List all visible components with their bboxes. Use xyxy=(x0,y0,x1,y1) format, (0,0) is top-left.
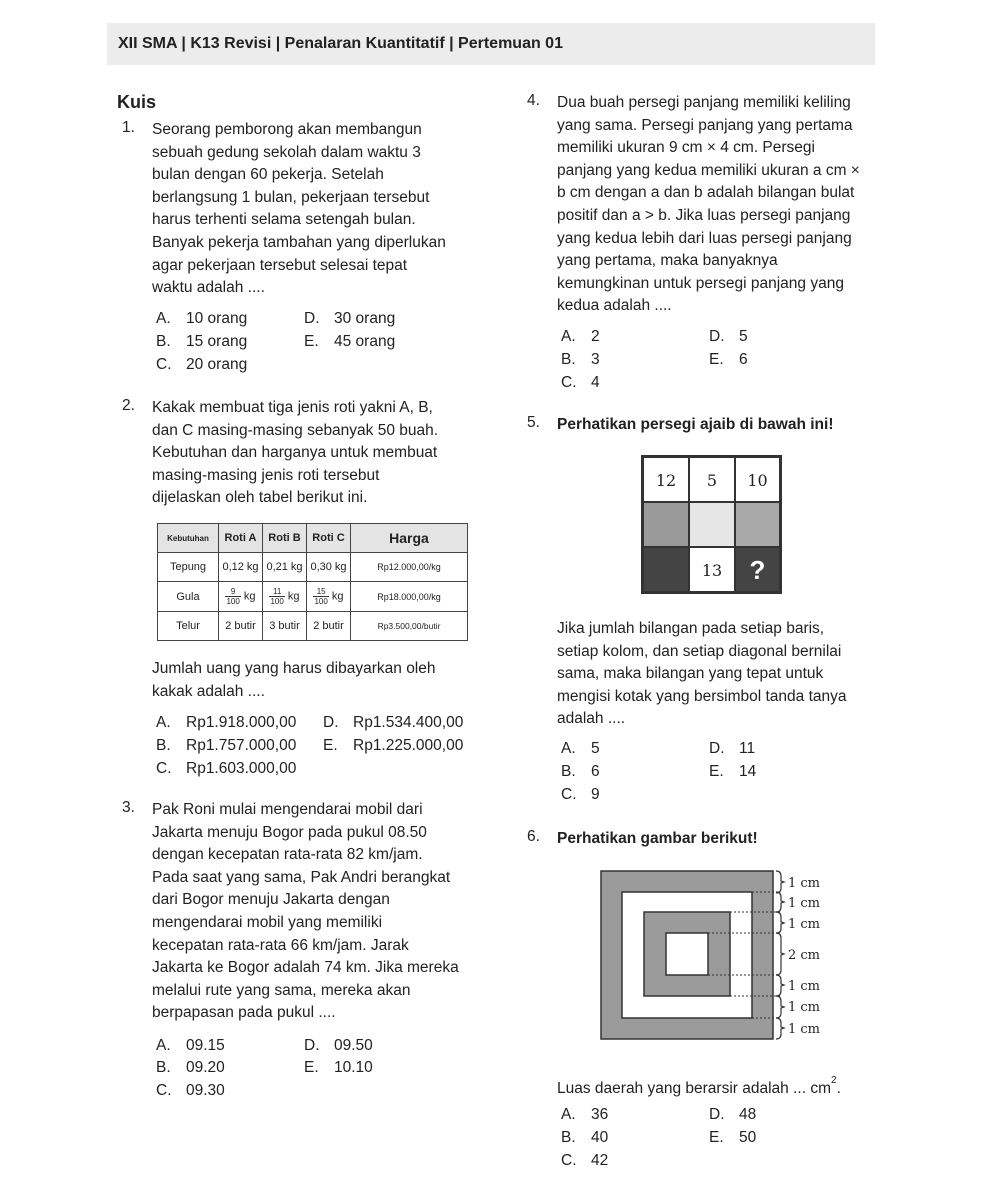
text-line: melalui rute yang sama, mereka akan xyxy=(152,981,411,999)
text-line: sama, maka bilangan yang tepat untuk xyxy=(557,665,824,683)
grid-cell: 10 xyxy=(735,457,780,502)
table-header: Kebutuhan xyxy=(158,524,219,553)
text-line: adalah .... xyxy=(557,710,626,728)
option-b[interactable]: B. 40 xyxy=(561,1129,609,1146)
text-line: dengan kecepatan rata-rata 82 km/jam. xyxy=(152,846,423,864)
center-white-square xyxy=(666,933,708,975)
grid-cell-shaded xyxy=(689,502,735,547)
text-line: yang pertama, maka banyaknya xyxy=(557,252,778,270)
option-e[interactable]: E. 50 xyxy=(709,1129,757,1146)
grid-cell: 5 xyxy=(689,457,735,502)
table-row xyxy=(158,612,468,641)
table-cell: 2 butir xyxy=(307,612,351,641)
price-table xyxy=(157,523,468,641)
question-mark-cell: ? xyxy=(735,547,780,592)
text-line: memiliki ukuran 9 cm × 4 cm. Persegi xyxy=(557,139,815,157)
text-line: agar pekerjaan tersebut selesai tepat xyxy=(152,256,408,274)
question-number: 4. xyxy=(527,92,540,109)
option-e[interactable]: E. 6 xyxy=(709,351,748,368)
option-d[interactable]: D. 48 xyxy=(709,1106,757,1123)
grid-cell: 13 xyxy=(689,547,735,592)
dim-label: 1 cm xyxy=(788,917,821,932)
grid-cell-shaded xyxy=(643,502,689,547)
text-line: harus terhenti selama setengah bulan. xyxy=(152,211,416,229)
text-line: Pak Roni mulai mengendarai mobil dari xyxy=(152,801,423,818)
option-a[interactable]: A. 5 xyxy=(561,740,600,757)
question-text xyxy=(152,799,464,1025)
option-b[interactable]: B. 09.20 xyxy=(156,1059,225,1076)
table-cell: Tepung xyxy=(158,553,219,582)
question-text xyxy=(152,397,464,510)
text-line: kecepatan rata-rata 66 km/jam. Jarak xyxy=(152,936,409,954)
question-6 xyxy=(527,828,877,858)
table-cell: 3 butir xyxy=(263,612,307,641)
question-6-body xyxy=(527,1066,877,1178)
option-a[interactable]: A. 36 xyxy=(561,1106,609,1123)
dim-label: 1 cm xyxy=(788,896,821,911)
question-text xyxy=(557,92,875,318)
question-number: 5. xyxy=(527,414,540,431)
option-d[interactable]: D. Rp1.534.400,00 xyxy=(323,714,464,731)
fraction: $\frac{11}{100}$ xyxy=(270,587,284,606)
table-row xyxy=(158,582,468,612)
text-line: Seorang pemborong akan membangun xyxy=(152,121,422,138)
text-line: bulan dengan 60 pekerja. Setelah xyxy=(152,166,384,184)
text-line: Dua buah persegi panjang memiliki keliling xyxy=(557,94,851,111)
fraction: $\frac{15}{100}$ xyxy=(314,587,328,606)
question-1 xyxy=(122,119,464,389)
dim-label: 1 cm xyxy=(788,979,821,994)
grid-cell: 12 xyxy=(643,457,689,502)
option-b[interactable]: B. 6 xyxy=(561,763,600,780)
option-a[interactable]: A. 10 orang xyxy=(156,310,248,327)
question-3 xyxy=(122,799,464,1109)
text-line: Kebutuhan dan harganya untuk membuat xyxy=(152,444,438,462)
nested-squares-figure xyxy=(595,865,835,1045)
question-number: 6. xyxy=(527,828,540,845)
text-line: setiap kolom, dan setiap diagonal bernilai xyxy=(557,642,842,660)
grid-cell-shaded xyxy=(643,547,689,592)
text-line: dari Bogor menuju Jakarta dengan xyxy=(152,891,390,909)
question-title: Perhatikan gambar berikut! xyxy=(557,830,758,847)
text-line: b cm dengan a dan b adalah bilangan bulat xyxy=(557,184,855,202)
grid-cell-shaded xyxy=(735,502,780,547)
question-text-after xyxy=(152,658,464,703)
question-text xyxy=(152,119,464,300)
dim-label: 1 cm xyxy=(788,1000,821,1015)
text-line: mengendarai mobil yang memiliki xyxy=(152,913,383,931)
page-header: XII SMA | K13 Revisi | Penalaran Kuantitatif | Pertemuan 01 xyxy=(107,23,875,65)
option-b[interactable]: B. 15 orang xyxy=(156,333,248,350)
dim-label: 2 cm xyxy=(788,948,821,963)
magic-square xyxy=(641,455,782,594)
text-line: mengisi kotak yang bersimbol tanda tanya xyxy=(557,687,847,705)
option-c[interactable]: C. 9 xyxy=(561,786,600,803)
text-line: dan C masing-masing sebanyak 50 buah. xyxy=(152,421,439,439)
table-header: Harga xyxy=(351,524,468,553)
table-cell: Rp18.000,00/kg xyxy=(351,582,468,612)
table-header: Roti B xyxy=(263,524,307,553)
question-4 xyxy=(527,92,877,392)
question-text: Luas daerah yang berarsir adalah ... $cm^2$. xyxy=(557,1075,841,1098)
text-line: waktu adalah .... xyxy=(152,279,265,297)
option-e[interactable]: E. Rp1.225.000,00 xyxy=(323,737,464,754)
option-e[interactable]: E. 14 xyxy=(709,763,757,780)
text-line: kedua adalah .... xyxy=(557,297,672,315)
text-line: Jika jumlah bilangan pada setiap baris, xyxy=(557,620,825,637)
text-line: Banyak pekerja tambahan yang diperlukan xyxy=(152,233,446,251)
option-b[interactable]: B. 3 xyxy=(561,351,600,368)
question-text xyxy=(557,618,875,731)
option-c[interactable]: C. Rp1.603.000,00 xyxy=(156,760,297,777)
table-cell: 0,30 kg xyxy=(307,553,351,582)
option-a[interactable]: A. 09.15 xyxy=(156,1037,225,1054)
option-d[interactable]: D. 30 orang xyxy=(304,310,396,327)
text-line: Jakarta ke Bogor adalah 74 km. Jika mereka xyxy=(152,959,459,977)
table-cell: $\frac{11}{100}$ kg xyxy=(263,582,307,612)
question-5-body xyxy=(527,618,877,818)
text-line: positif dan a > b. Jika luas persegi panjang xyxy=(557,206,851,224)
option-d[interactable]: D. 09.50 xyxy=(304,1037,373,1054)
table-row xyxy=(158,553,468,582)
dim-label: 1 cm xyxy=(788,876,821,891)
option-c[interactable]: C. 4 xyxy=(561,374,600,391)
dimension-braces xyxy=(776,871,784,1039)
text-line: Pada saat yang sama, Pak Andri berangkat xyxy=(152,868,451,886)
question-2 xyxy=(122,397,477,787)
option-c[interactable]: C. 20 orang xyxy=(156,356,248,373)
table-cell: 2 butir xyxy=(219,612,263,641)
table-cell: Telur xyxy=(158,612,219,641)
table-cell: 0,21 kg xyxy=(263,553,307,582)
text-line: Jumlah uang yang harus dibayarkan oleh xyxy=(152,660,436,677)
dim-label: 1 cm xyxy=(788,1022,821,1037)
option-a[interactable]: A. Rp1.918.000,00 xyxy=(156,714,297,731)
option-c[interactable]: C. 42 xyxy=(561,1152,609,1169)
option-e[interactable]: E. 45 orang xyxy=(304,333,396,350)
table-cell: Gula xyxy=(158,582,219,612)
option-d[interactable]: D. 11 xyxy=(709,740,756,757)
option-b[interactable]: B. Rp1.757.000,00 xyxy=(156,737,297,754)
table-cell: $\frac{15}{100}$ kg xyxy=(307,582,351,612)
text-line: kemungkinan untuk persegi panjang yang xyxy=(557,274,844,292)
table-cell: 0,12 kg xyxy=(219,553,263,582)
option-d[interactable]: D. 5 xyxy=(709,328,748,345)
option-e[interactable]: E. 10.10 xyxy=(304,1059,373,1076)
question-title: Perhatikan persegi ajaib di bawah ini! xyxy=(557,416,834,433)
question-number: 1. xyxy=(122,119,135,136)
text-line: dijelaskan oleh tabel berikut ini. xyxy=(152,489,368,507)
text-line: masing-masing jenis roti tersebut xyxy=(152,466,380,484)
text-line: Jakarta menuju Bogor pada pukul 08.50 xyxy=(152,823,427,841)
fraction: $\frac{9}{100}$ xyxy=(226,587,240,606)
option-c[interactable]: C. 09.30 xyxy=(156,1082,225,1099)
table-cell: Rp12.000,00/kg xyxy=(351,553,468,582)
text-line: berlangsung 1 bulan, pekerjaan tersebut xyxy=(152,188,430,206)
question-number: 2. xyxy=(122,397,135,414)
text-line: yang kedua lebih dari luas persegi panjang xyxy=(557,229,852,247)
text-line: Kakak membuat tiga jenis roti yakni A, B, xyxy=(152,399,433,416)
table-cell: Rp3.500,00/butir xyxy=(351,612,468,641)
text-line: sebuah gedung sekolah dalam waktu 3 xyxy=(152,143,421,161)
table-header: Roti C xyxy=(307,524,351,553)
text-line: yang sama. Persegi panjang yang pertama xyxy=(557,116,853,134)
text-line: panjang yang kedua memiliki ukuran a cm × xyxy=(557,161,860,179)
table-cell: $\frac{9}{100}$ kg xyxy=(219,582,263,612)
question-number: 3. xyxy=(122,799,135,816)
table-header: Roti A xyxy=(219,524,263,553)
section-title: Kuis xyxy=(117,92,157,112)
option-a[interactable]: A. 2 xyxy=(561,328,600,345)
text-line: berpapasan pada pukul .... xyxy=(152,1004,336,1022)
text-line: kakak adalah .... xyxy=(152,682,265,700)
